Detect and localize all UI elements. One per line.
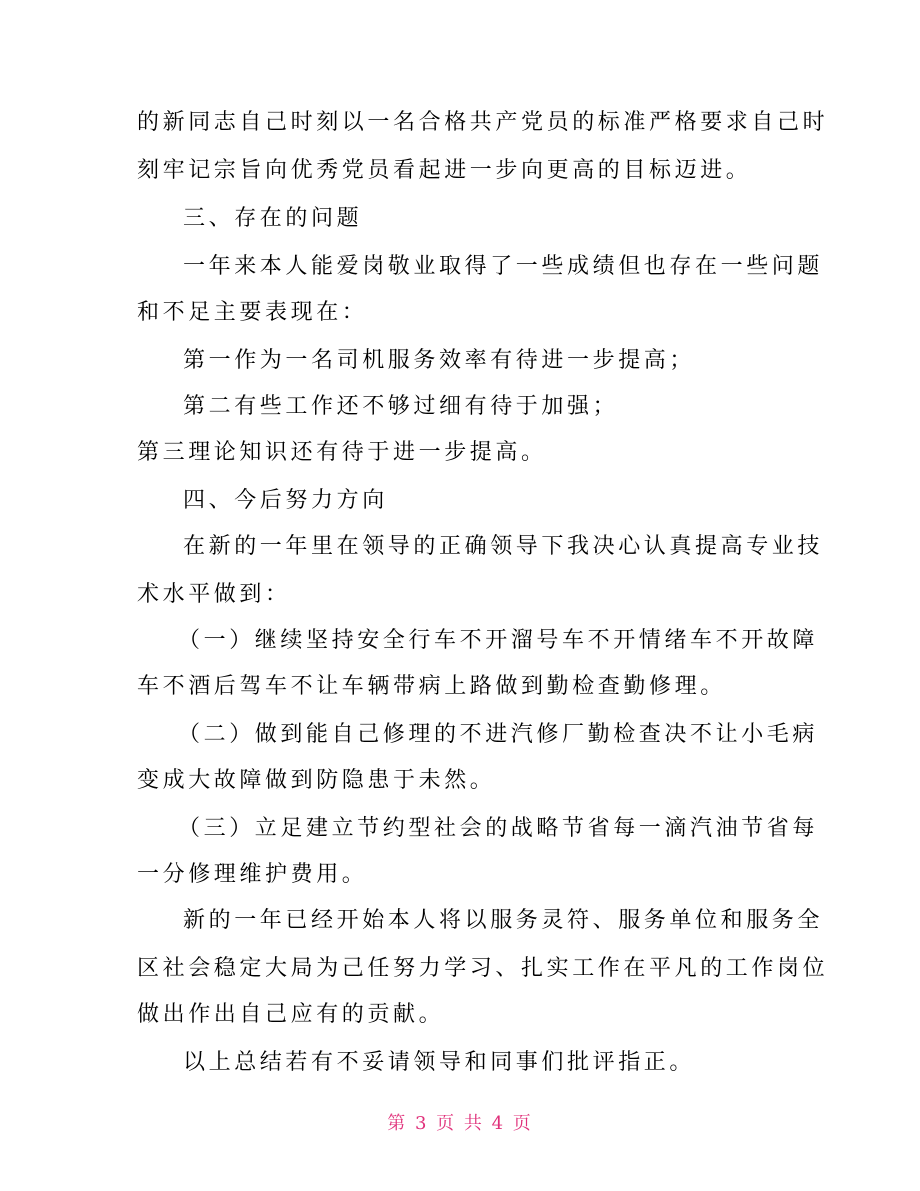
body-line: 新的一年已经开始本人将以服务灵符、服务单位和服务全 xyxy=(183,908,824,933)
list-item: 第一作为一名司机服务效率有待进一步提高； xyxy=(183,348,696,373)
body-line: 车不酒后驾车不让车辆带病上路做到勤检查勤修理。 xyxy=(137,674,726,699)
list-item: （二）做到能自己修理的不进汽修厂勤检查决不让小毛病 xyxy=(178,722,819,747)
body-line: 一年来本人能爱岗敬业取得了一些成绩但也存在一些问题 xyxy=(183,254,824,279)
list-item: （一）继续坚持安全行车不开溜号车不开情绪车不开故障 xyxy=(178,628,819,653)
list-item: （三）立足建立节约型社会的战略节省每一滴汽油节省每 xyxy=(178,816,819,841)
body-line: 在新的一年里在领导的正确领导下我决心认真提高专业技 xyxy=(183,534,824,559)
body-line: 变成大故障做到防隐患于未然。 xyxy=(137,768,496,793)
body-line: 做出作出自己应有的贡献。 xyxy=(137,1002,445,1027)
section-heading: 四、今后努力方向 xyxy=(183,488,388,513)
body-line: 和不足主要表现在： xyxy=(137,300,368,325)
list-item: 第三理论知识还有待于进一步提高。 xyxy=(137,440,547,465)
body-line: 刻牢记宗旨向优秀党员看起进一步向更高的目标迈进。 xyxy=(137,158,752,183)
body-line: 区社会稳定大局为己任努力学习、扎实工作在平凡的工作岗位 xyxy=(137,956,829,981)
body-line: 的新同志自己时刻以一名合格共产党员的标准严格要求自己时 xyxy=(137,110,829,135)
list-item: 第二有些工作还不够过细有待于加强； xyxy=(183,394,619,419)
page-number-footer: 第 3 页 共 4 页 xyxy=(387,1113,533,1134)
body-line: 一分修理维护费用。 xyxy=(137,862,368,887)
section-heading: 三、存在的问题 xyxy=(183,206,363,231)
body-line: 以上总结若有不妥请领导和同事们批评指正。 xyxy=(183,1050,696,1075)
body-line: 术水平做到： xyxy=(137,582,291,607)
